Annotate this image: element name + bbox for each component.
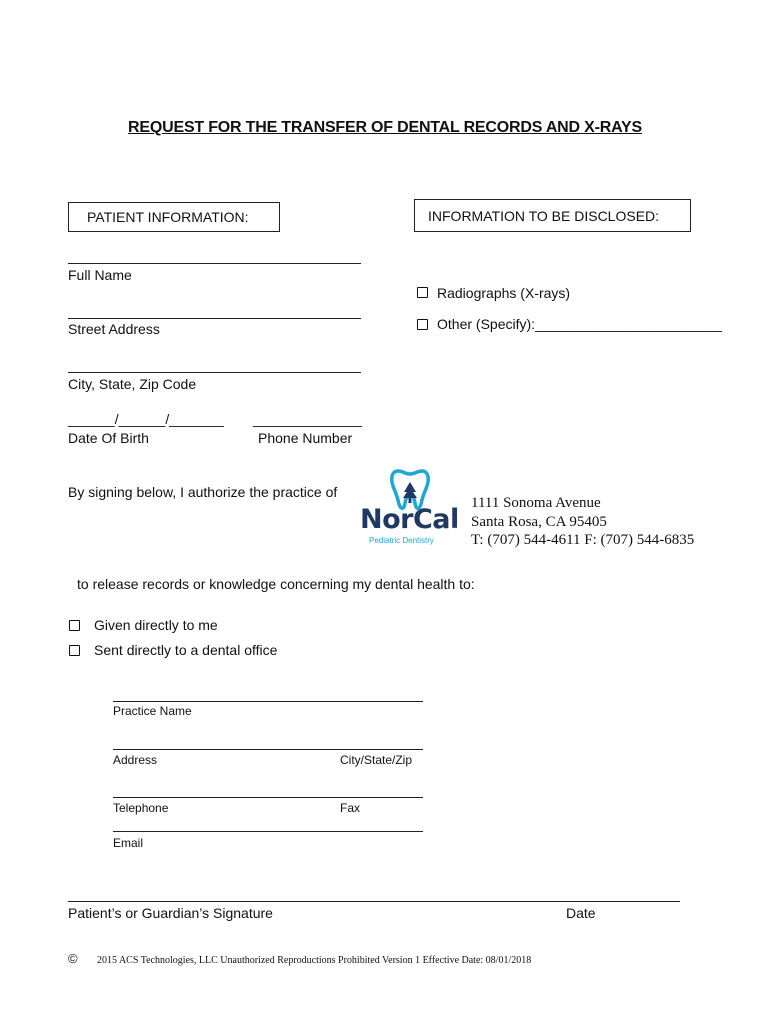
full-name-label: Full Name: [68, 267, 132, 283]
date-of-birth-field[interactable]: ______/______/_______: [68, 411, 224, 427]
practice-name-label: Practice Name: [113, 704, 192, 718]
date-of-birth-label: Date Of Birth: [68, 430, 149, 446]
signature-line[interactable]: [68, 901, 680, 902]
email-line[interactable]: [113, 831, 423, 832]
information-disclosed-label: INFORMATION TO BE DISCLOSED:: [428, 207, 660, 224]
sent-directly-checkbox[interactable]: [69, 645, 80, 656]
address-line-3: T: (707) 544-4611 F: (707) 544-6835: [471, 532, 695, 548]
authorize-text: By signing below, I authorize the practice of: [68, 484, 338, 500]
email-label: Email: [113, 836, 144, 850]
fax-label: Fax: [340, 801, 361, 815]
street-address-label: Street Address: [68, 321, 160, 337]
norcal-logo: [360, 468, 462, 548]
patient-information-box: [68, 202, 280, 232]
address-line-1: 1111 Sonoma Avenue: [471, 495, 601, 511]
city-state-zip-line[interactable]: [68, 372, 361, 373]
other-checkbox[interactable]: [417, 319, 428, 330]
city-state-zip-office-label: City/State/Zip: [340, 753, 413, 767]
given-directly-checkbox[interactable]: [69, 620, 80, 631]
sent-directly-label: Sent directly to a dental office: [94, 642, 278, 658]
phone-number-label: Phone Number: [258, 430, 353, 446]
release-text: to release records or knowledge concerning my dental health to:: [77, 576, 475, 592]
telephone-line[interactable]: [113, 797, 423, 798]
information-disclosed-box: [414, 199, 691, 232]
logo-wordmark: NorCal: [360, 504, 459, 535]
patient-information-label: PATIENT INFORMATION:: [87, 209, 249, 225]
signature-label: Patient’s or Guardian’s Signature: [68, 905, 273, 921]
address-label: Address: [113, 753, 158, 767]
street-address-line[interactable]: [68, 318, 361, 319]
city-state-zip-label: City, State, Zip Code: [68, 376, 197, 392]
date-label: Date: [566, 905, 596, 921]
address-line-2: Santa Rosa, CA 95405: [471, 513, 607, 530]
footer-text: 2015 ACS Technologies, LLC Unauthorized Reproductions Prohibited Version 1 Effective Date: 08/01/2018: [97, 955, 532, 966]
radiographs-checkbox[interactable]: [417, 287, 428, 298]
copyright-icon: ©: [68, 951, 78, 966]
telephone-label: Telephone: [113, 801, 169, 815]
practice-name-line[interactable]: [113, 701, 423, 702]
radiographs-label: Radiographs (X-rays): [437, 285, 571, 301]
address-line[interactable]: [113, 749, 423, 750]
full-name-line[interactable]: [68, 263, 361, 264]
other-specify-label[interactable]: Other (Specify):________________________: [437, 316, 722, 332]
practice-address: [471, 494, 694, 550]
phone-number-field[interactable]: ______________: [253, 411, 363, 427]
given-directly-label: Given directly to me: [94, 617, 218, 633]
page-title: REQUEST FOR THE TRANSFER OF DENTAL RECORDS AND X-RAYS: [128, 119, 642, 136]
logo-subtitle: Pediatric Dentistry: [369, 536, 434, 545]
